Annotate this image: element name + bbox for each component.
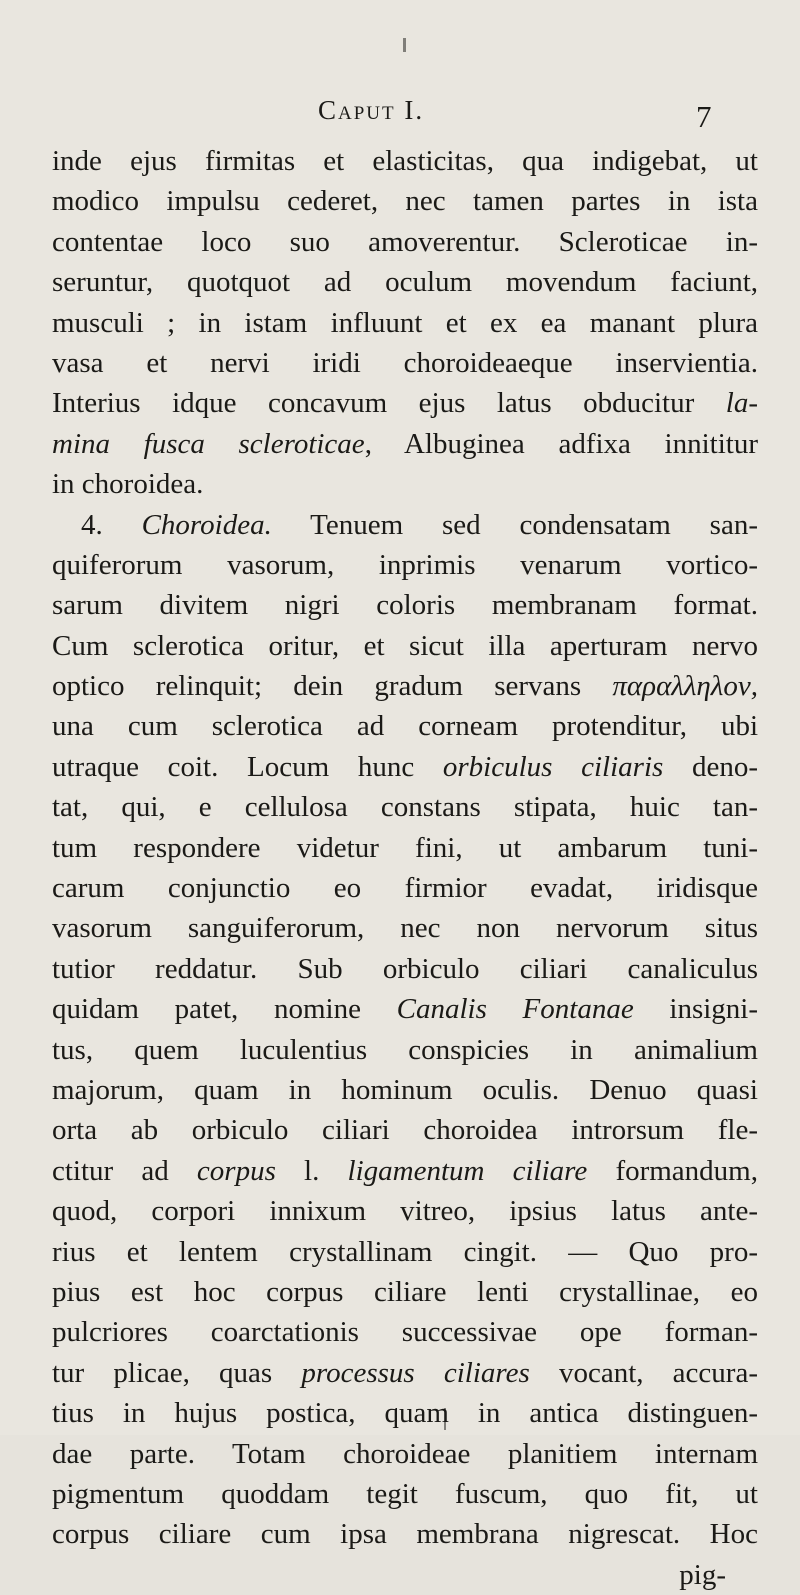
text-line	[52, 1474, 758, 1514]
text-line	[52, 1191, 758, 1231]
text-span: rius et lentem crystallinam cingit. — Quo pro-	[52, 1235, 758, 1268]
text-line	[52, 141, 758, 181]
text-span: deno-	[663, 750, 758, 783]
italic-text: mina fusca scleroticae	[52, 427, 365, 460]
body-text	[52, 141, 758, 1595]
text-line	[52, 1393, 758, 1433]
text-span: quiferorum vasorum, inprimis venarum vortico-	[52, 548, 758, 581]
text-span: Interius idque concavum ejus latus obducitur	[52, 387, 726, 420]
text-line	[52, 666, 758, 706]
text-span: , Albuginea adfixa innititur	[364, 427, 758, 460]
text-span: vocant, accura-	[529, 1356, 758, 1389]
text-line	[52, 343, 758, 383]
text-span: majorum, quam in hominum oculis. Denuo quasi	[52, 1073, 758, 1106]
text-span: dae parte. Totam choroideae planitiem internam	[52, 1437, 758, 1470]
text-line	[52, 908, 758, 948]
text-span: optico relinquit; dein gradum servans	[52, 670, 613, 703]
text-line	[52, 1272, 758, 1312]
italic-text: παραλληλον,	[612, 670, 758, 703]
italic-text: Choroidea.	[141, 508, 272, 541]
italic-text: ligamentum ciliare	[347, 1154, 588, 1187]
text-span: carum conjunctio eo firmior evadat, iridisque	[52, 872, 758, 905]
text-line	[52, 1030, 758, 1070]
text-line	[52, 1151, 758, 1191]
italic-text: la-	[725, 387, 758, 420]
text-line	[52, 424, 758, 464]
text-span: contentae loco suo amoverentur. Scleroticae in-	[52, 225, 758, 258]
text-span: pigmentum quoddam tegit fuscum, quo fit, ut	[52, 1477, 758, 1510]
text-line	[52, 1110, 758, 1150]
text-line	[52, 868, 758, 908]
italic-text: orbiculus ciliaris	[442, 750, 664, 783]
text-line	[52, 222, 758, 262]
text-line	[52, 545, 758, 585]
text-line	[52, 464, 758, 504]
text-line	[52, 1514, 758, 1554]
text-line	[52, 505, 758, 545]
text-span: quidam patet, nomine	[52, 993, 397, 1026]
text-span: tat, qui, e cellulosa constans stipata, huic tan-	[52, 791, 758, 824]
text-line	[52, 989, 758, 1029]
text-span: seruntur, quotquot ad oculum movendum faciunt,	[52, 266, 758, 299]
text-span: musculi ; in istam influunt et ex ea manant plura	[52, 306, 758, 339]
text-span: pig-	[679, 1558, 726, 1591]
text-span: una cum sclerotica ad corneam protenditur, ubi	[52, 710, 758, 743]
text-line	[52, 1232, 758, 1272]
text-span: pulcriores coarctationis successivae ope forman-	[52, 1316, 758, 1349]
text-line	[52, 1434, 758, 1474]
text-span: insigni-	[633, 993, 758, 1026]
text-span: l.	[275, 1154, 348, 1187]
text-span: in choroidea.	[52, 468, 204, 501]
text-span: pius est hoc corpus ciliare lenti crystallinae, eo	[52, 1275, 758, 1308]
running-head: Caput I.	[318, 95, 425, 125]
text-span: sarum divitem nigri coloris membranam format.	[52, 589, 758, 622]
page-number: 7	[696, 99, 712, 134]
text-line	[52, 262, 758, 302]
text-span: ctitur ad	[52, 1154, 197, 1187]
text-line	[52, 1070, 758, 1110]
text-line	[52, 1353, 758, 1393]
text-line	[52, 626, 758, 666]
text-line	[52, 706, 758, 746]
text-span: Cum sclerotica oritur, et sicut illa aperturam nervo	[52, 629, 758, 662]
text-line	[52, 383, 758, 423]
text-span: modico impulsu cederet, nec tamen partes in ista	[52, 185, 758, 218]
text-span: tum respondere videtur fini, ut ambarum tuni-	[52, 831, 758, 864]
italic-text: corpus	[196, 1154, 276, 1187]
text-span: 4.	[81, 508, 142, 541]
italic-text: processus ciliares	[301, 1356, 530, 1389]
text-line	[52, 787, 758, 827]
text-line	[52, 181, 758, 221]
text-span: tus, quem luculentius conspicies in animalium	[52, 1033, 758, 1066]
text-span: tius in hujus postica, quam in antica distinguen-	[52, 1397, 758, 1430]
text-span: vasorum sanguiferorum, nec non nervorum situs	[52, 912, 758, 945]
italic-text: Canalis Fontanae	[396, 993, 634, 1026]
text-span: vasa et nervi iridi choroideaeque inservientia.	[52, 346, 758, 379]
text-line	[52, 1555, 758, 1595]
text-line	[52, 1312, 758, 1352]
text-span: corpus ciliare cum ipsa membrana nigrescat. Hoc	[52, 1518, 758, 1551]
page-header	[0, 95, 800, 135]
text-line	[52, 303, 758, 343]
text-line	[52, 747, 758, 787]
text-span: Tenuem sed condensatam san-	[271, 508, 759, 541]
text-line	[52, 828, 758, 868]
ink-speck	[403, 38, 406, 52]
text-span: orta ab orbiculo ciliari choroidea introrsum fle-	[52, 1114, 758, 1147]
text-span: quod, corpori innixum vitreo, ipsius latus ante-	[52, 1195, 758, 1228]
text-span: tutior reddatur. Sub orbiculo ciliari canaliculus	[52, 952, 758, 985]
text-span: inde ejus firmitas et elasticitas, qua indigebat, ut	[52, 145, 758, 177]
text-span: tur plicae, quas	[52, 1356, 302, 1389]
text-span: formandum,	[587, 1154, 758, 1187]
text-line	[52, 585, 758, 625]
text-span: utraque coit. Locum hunc	[52, 750, 443, 783]
text-line	[52, 949, 758, 989]
